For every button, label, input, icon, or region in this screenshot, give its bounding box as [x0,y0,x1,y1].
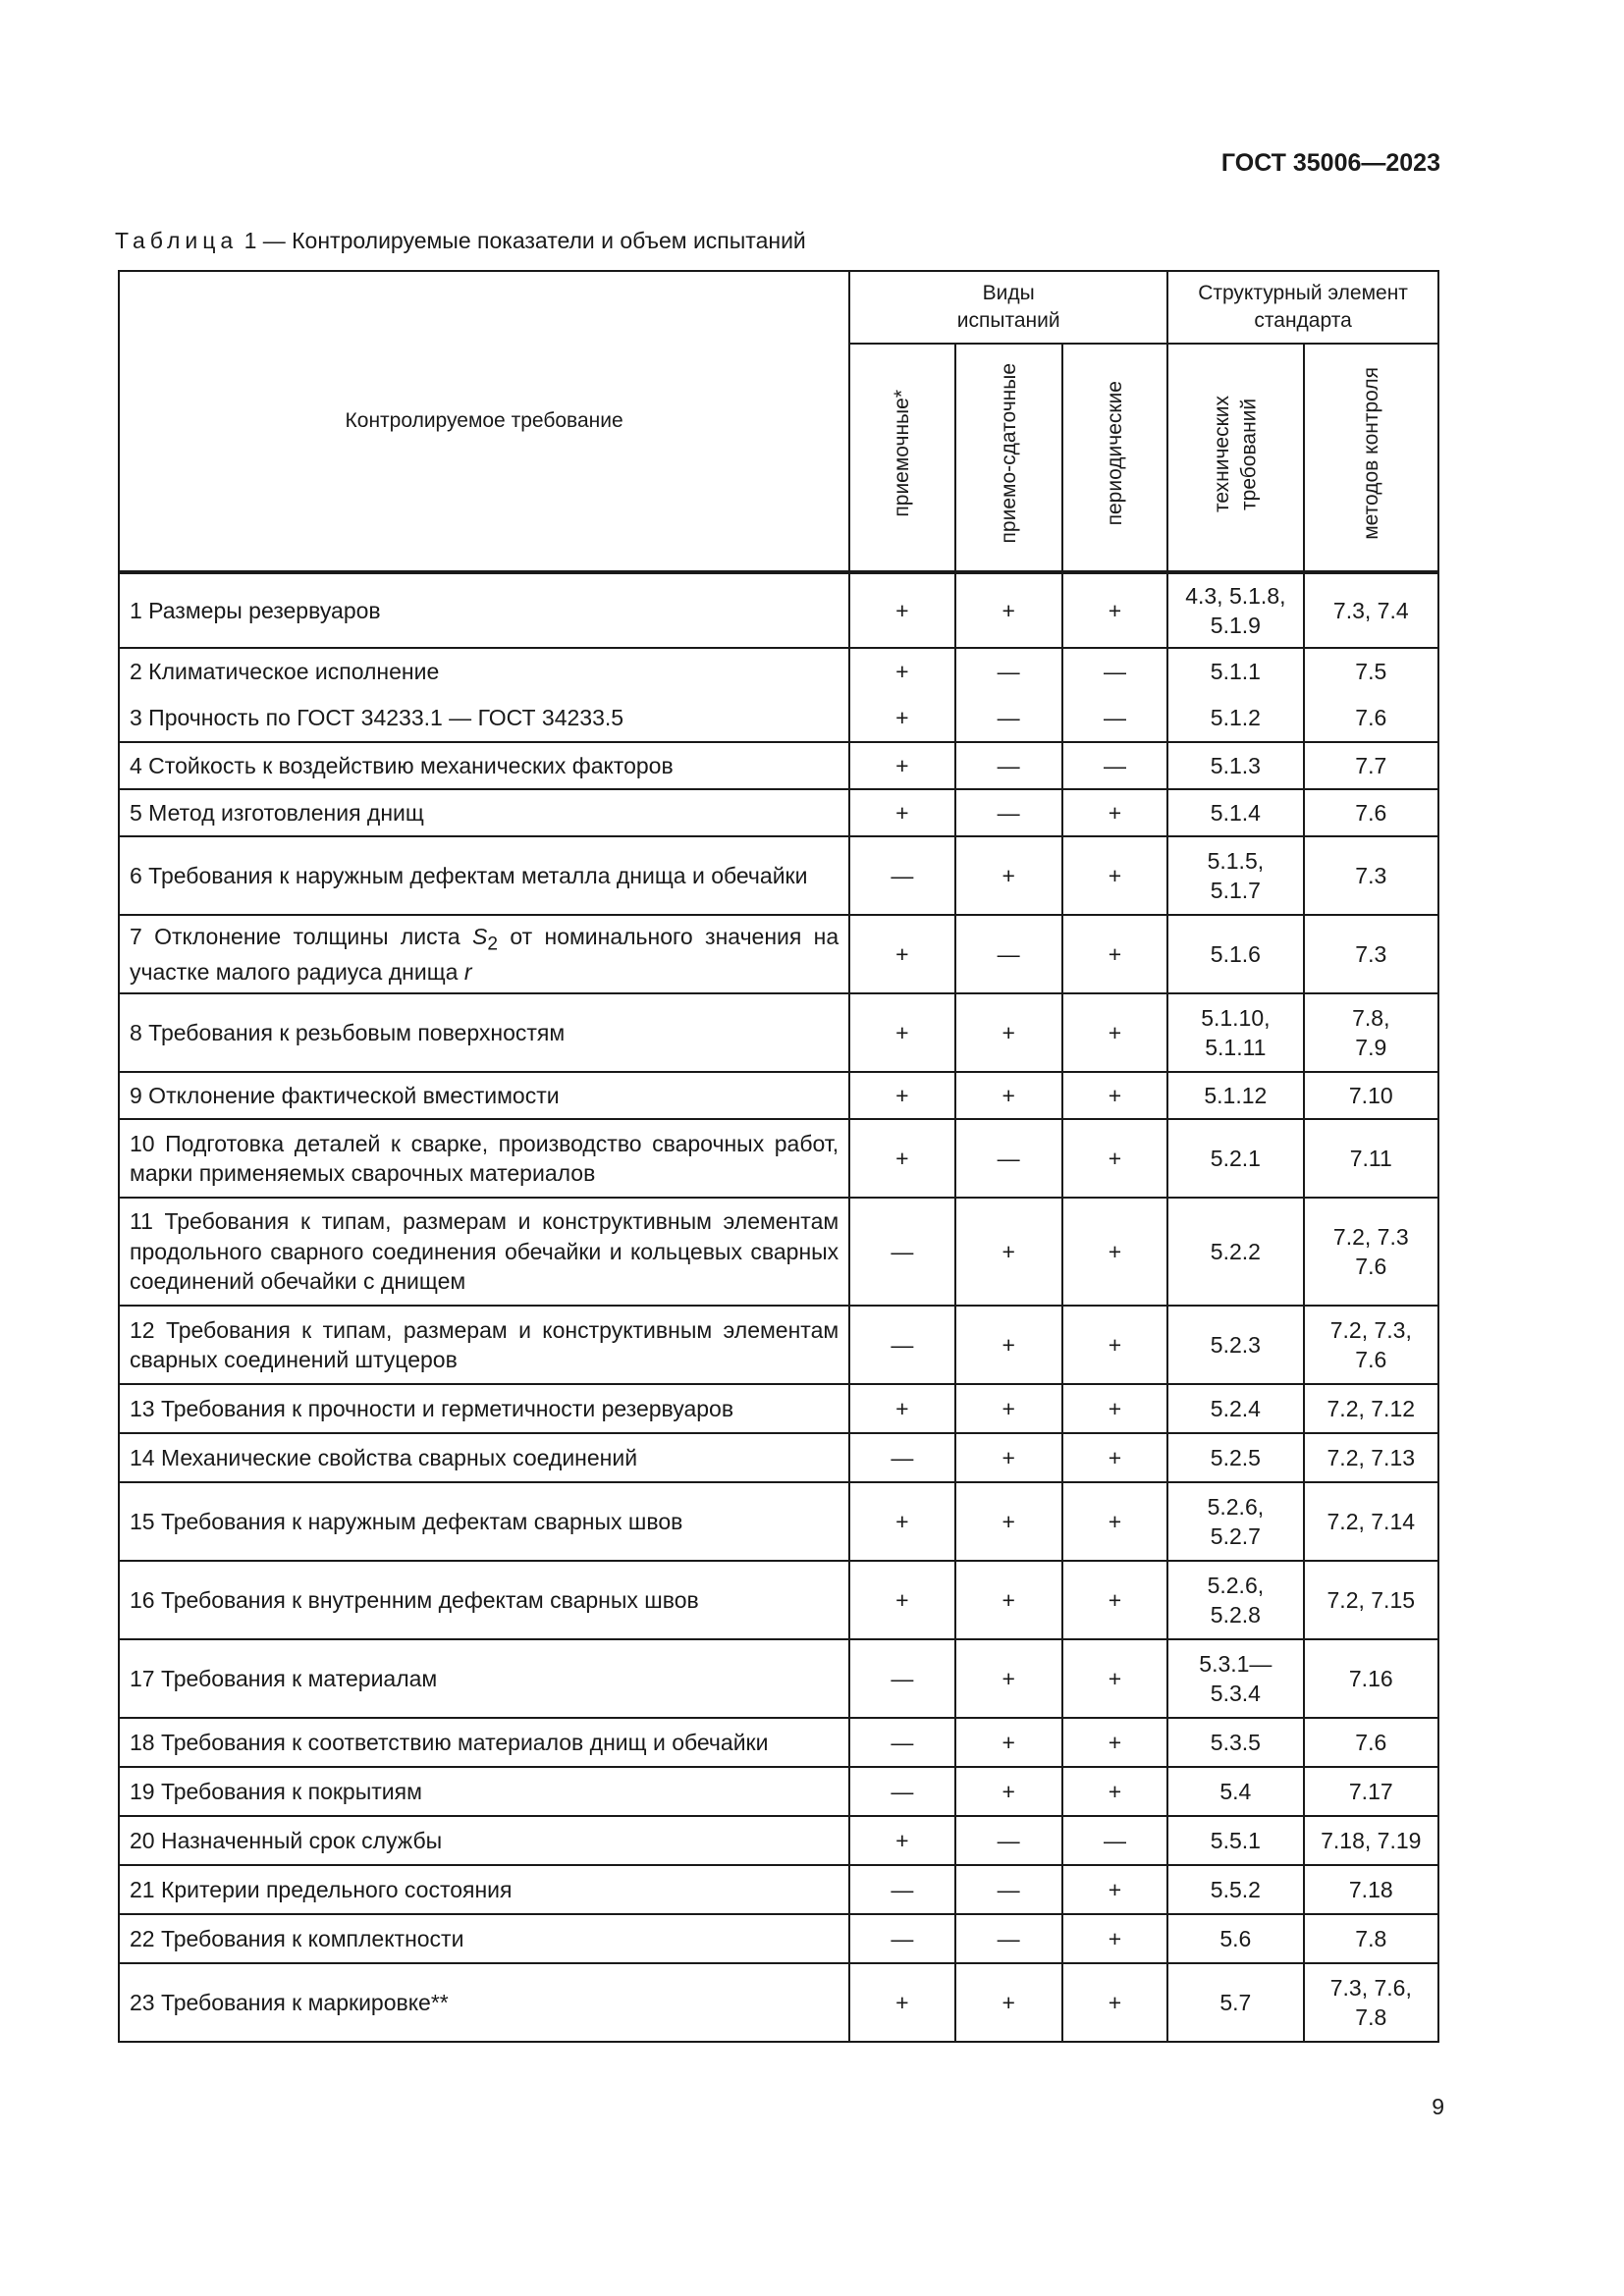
requirement-cell: 22 Требования к комплектности [119,1914,849,1963]
table-row [119,1561,1438,1639]
control-methods-cell: 7.16 [1304,1639,1438,1718]
acceptance-delivery-cell: + [955,572,1062,648]
table-row [119,915,1438,993]
requirement-cell: 2 Климатическое исполнение [119,648,849,695]
requirement-cell: 8 Требования к резьбовым поверхностям [119,993,849,1072]
acceptance-delivery-cell: + [955,1561,1062,1639]
control-methods-cell: 7.6 [1304,789,1438,836]
acceptance-cell: — [849,1639,954,1718]
technical-requirements-cell: 5.5.2 [1167,1865,1303,1914]
acceptance-delivery-cell: — [955,1119,1062,1198]
periodic-cell: — [1062,695,1167,742]
technical-requirements-cell: 5.3.5 [1167,1718,1303,1767]
table-row [119,1914,1438,1963]
periodic-cell: + [1062,1384,1167,1433]
table-row [119,789,1438,836]
document-code: ГОСТ 35006—2023 [1220,149,1440,177]
acceptance-cell: + [849,1816,954,1865]
periodic-cell: — [1062,1816,1167,1865]
acceptance-cell: + [849,695,954,742]
table-row [119,1433,1438,1482]
acceptance-cell: + [849,1072,954,1119]
technical-requirements-cell: 5.2.2 [1167,1198,1303,1306]
control-methods-cell: 7.2, 7.3 7.6 [1304,1198,1438,1306]
control-methods-cell: 7.18, 7.19 [1304,1816,1438,1865]
acceptance-cell: + [849,648,954,695]
requirement-cell: 13 Требования к прочности и герметичности резервуаров [119,1384,849,1433]
technical-requirements-cell: 5.1.6 [1167,915,1303,993]
table-caption-label: Таблица [115,228,239,253]
control-methods-cell: 7.10 [1304,1072,1438,1119]
table-row [119,1718,1438,1767]
table-row [119,1384,1438,1433]
table-row [119,836,1438,915]
technical-requirements-cell: 5.6 [1167,1914,1303,1963]
technical-requirements-cell: 5.1.3 [1167,742,1303,789]
technical-requirements-cell: 5.7 [1167,1963,1303,2042]
acceptance-cell: — [849,1718,954,1767]
control-methods-cell: 7.3, 7.6, 7.8 [1304,1963,1438,2042]
control-methods-cell: 7.2, 7.15 [1304,1561,1438,1639]
acceptance-cell: + [849,1561,954,1639]
control-methods-cell: 7.2, 7.13 [1304,1433,1438,1482]
table-row [119,1865,1438,1914]
table-row [119,1482,1438,1561]
requirement-cell: 1 Размеры резервуаров [119,572,849,648]
table-caption [115,228,806,254]
periodic-cell: + [1062,1963,1167,2042]
acceptance-cell: + [849,1482,954,1561]
acceptance-delivery-cell: — [955,695,1062,742]
periodic-cell: + [1062,993,1167,1072]
table-caption-text: 1 — Контролируемые показатели и объем испытаний [238,228,806,253]
technical-requirements-cell: 5.3.1— 5.3.4 [1167,1639,1303,1718]
technical-requirements-cell: 5.2.5 [1167,1433,1303,1482]
periodic-cell: + [1062,1306,1167,1384]
acceptance-delivery-cell: + [955,1433,1062,1482]
periodic-cell: + [1062,1072,1167,1119]
table-row [119,1963,1438,2042]
requirement-cell: 3 Прочность по ГОСТ 34233.1 — ГОСТ 34233.5 [119,695,849,742]
header-requirement: Контролируемое требование [119,271,849,572]
table-row [119,1767,1438,1816]
acceptance-delivery-cell: + [955,1072,1062,1119]
requirement-cell: 6 Требования к наружным дефектам металла днища и обечайки [119,836,849,915]
header-acceptance-delivery: приемо-сдаточные [955,344,1062,572]
technical-requirements-cell: 5.2.4 [1167,1384,1303,1433]
control-methods-cell: 7.18 [1304,1865,1438,1914]
acceptance-delivery-cell: — [955,648,1062,695]
technical-requirements-cell: 5.4 [1167,1767,1303,1816]
technical-requirements-cell: 5.1.5, 5.1.7 [1167,836,1303,915]
acceptance-cell: — [849,836,954,915]
technical-requirements-cell: 5.1.4 [1167,789,1303,836]
acceptance-cell: + [849,572,954,648]
control-methods-cell: 7.6 [1304,695,1438,742]
control-methods-cell: 7.5 [1304,648,1438,695]
acceptance-cell: + [849,789,954,836]
acceptance-delivery-cell: — [955,1816,1062,1865]
periodic-cell: + [1062,572,1167,648]
control-methods-cell: 7.8 [1304,1914,1438,1963]
acceptance-cell: — [849,1914,954,1963]
periodic-cell: + [1062,789,1167,836]
table-row [119,1639,1438,1718]
table-row [119,993,1438,1072]
acceptance-delivery-cell: — [955,915,1062,993]
requirement-cell: 20 Назначенный срок службы [119,1816,849,1865]
control-methods-cell: 7.17 [1304,1767,1438,1816]
table-row [119,572,1438,648]
acceptance-cell: + [849,742,954,789]
acceptance-delivery-cell: — [955,1914,1062,1963]
requirement-cell: 19 Требования к покрытиям [119,1767,849,1816]
acceptance-cell: + [849,1963,954,2042]
acceptance-delivery-cell: + [955,993,1062,1072]
table-body [119,572,1438,2042]
acceptance-delivery-cell: + [955,836,1062,915]
technical-requirements-cell: 5.1.1 [1167,648,1303,695]
table-row [119,648,1438,695]
table-row [119,1306,1438,1384]
header-control-methods: методов контроля [1304,344,1438,572]
table-row [119,1072,1438,1119]
control-methods-cell: 7.3, 7.4 [1304,572,1438,648]
technical-requirements-cell: 5.2.1 [1167,1119,1303,1198]
periodic-cell: + [1062,1718,1167,1767]
control-methods-cell: 7.11 [1304,1119,1438,1198]
technical-requirements-cell: 5.2.6, 5.2.8 [1167,1561,1303,1639]
acceptance-delivery-cell: + [955,1482,1062,1561]
acceptance-cell: — [849,1865,954,1914]
requirement-cell: 23 Требования к маркировке** [119,1963,849,2042]
acceptance-delivery-cell: + [955,1384,1062,1433]
acceptance-cell: + [849,993,954,1072]
technical-requirements-cell: 5.1.2 [1167,695,1303,742]
acceptance-delivery-cell: — [955,1865,1062,1914]
control-methods-cell: 7.2, 7.14 [1304,1482,1438,1561]
periodic-cell: + [1062,1865,1167,1914]
control-methods-cell: 7.2, 7.12 [1304,1384,1438,1433]
acceptance-cell: — [849,1198,954,1306]
requirement-cell: 5 Метод изготовления днищ [119,789,849,836]
acceptance-delivery-cell: — [955,789,1062,836]
acceptance-cell: + [849,915,954,993]
control-methods-cell: 7.6 [1304,1718,1438,1767]
requirement-cell: 16 Требования к внутренним дефектам сварных швов [119,1561,849,1639]
header-test-types: Виды испытаний [849,271,1167,344]
periodic-cell: + [1062,1198,1167,1306]
requirement-cell: 17 Требования к материалам [119,1639,849,1718]
requirement-cell: 15 Требования к наружным дефектам сварных швов [119,1482,849,1561]
requirement-cell: 11 Требования к типам, размерам и конструктивным элементам продольного сварного соединения обечайки и кольцевых сварных соединений обечайки с днищем [119,1198,849,1306]
table-row [119,1198,1438,1306]
table-header [119,271,1438,572]
periodic-cell: + [1062,1119,1167,1198]
table-row [119,695,1438,742]
acceptance-delivery-cell: + [955,1639,1062,1718]
periodic-cell: + [1062,1433,1167,1482]
page-number: 9 [1432,2094,1444,2119]
acceptance-cell: + [849,1119,954,1198]
control-methods-cell: 7.3 [1304,836,1438,915]
header-periodic: периодические [1062,344,1167,572]
control-methods-cell: 7.8, 7.9 [1304,993,1438,1072]
table-row [119,742,1438,789]
requirement-cell: 14 Механические свойства сварных соединений [119,1433,849,1482]
periodic-cell: — [1062,742,1167,789]
acceptance-delivery-cell: + [955,1718,1062,1767]
requirement-cell: 10 Подготовка деталей к сварке, производство сварочных работ, марки применяемых сварочных материалов [119,1119,849,1198]
requirement-cell: 18 Требования к соответствию материалов днищ и обечайки [119,1718,849,1767]
periodic-cell: + [1062,915,1167,993]
control-methods-cell: 7.7 [1304,742,1438,789]
acceptance-cell: — [849,1306,954,1384]
header-acceptance: приемочные* [849,344,954,572]
requirement-cell: 4 Стойкость к воздействию механических факторов [119,742,849,789]
requirement-cell: 7 Отклонение толщины листа $S_2$ от номинального значения на участке малого радиуса днища r [119,915,849,993]
header-technical-requirements: технических требований [1167,344,1303,572]
requirement-cell: 12 Требования к типам, размерам и конструктивным элементам сварных соединений штуцеров [119,1306,849,1384]
acceptance-delivery-cell: + [955,1963,1062,2042]
acceptance-delivery-cell: — [955,742,1062,789]
header-structural-element: Структурный элемент стандарта [1167,271,1438,344]
acceptance-delivery-cell: + [955,1767,1062,1816]
acceptance-cell: — [849,1767,954,1816]
acceptance-delivery-cell: + [955,1306,1062,1384]
requirement-cell: 9 Отклонение фактической вместимости [119,1072,849,1119]
periodic-cell: + [1062,1914,1167,1963]
periodic-cell: + [1062,1561,1167,1639]
periodic-cell: + [1062,836,1167,915]
table-row [119,1816,1438,1865]
technical-requirements-cell: 5.5.1 [1167,1816,1303,1865]
technical-requirements-cell: 4.3, 5.1.8, 5.1.9 [1167,572,1303,648]
periodic-cell: + [1062,1639,1167,1718]
acceptance-delivery-cell: + [955,1198,1062,1306]
requirements-table [118,270,1439,2043]
control-methods-cell: 7.3 [1304,915,1438,993]
technical-requirements-cell: 5.1.10, 5.1.11 [1167,993,1303,1072]
periodic-cell: — [1062,648,1167,695]
table-row [119,1119,1438,1198]
technical-requirements-cell: 5.2.3 [1167,1306,1303,1384]
acceptance-cell: — [849,1433,954,1482]
requirement-cell: 21 Критерии предельного состояния [119,1865,849,1914]
periodic-cell: + [1062,1767,1167,1816]
technical-requirements-cell: 5.2.6, 5.2.7 [1167,1482,1303,1561]
periodic-cell: + [1062,1482,1167,1561]
control-methods-cell: 7.2, 7.3, 7.6 [1304,1306,1438,1384]
acceptance-cell: + [849,1384,954,1433]
technical-requirements-cell: 5.1.12 [1167,1072,1303,1119]
